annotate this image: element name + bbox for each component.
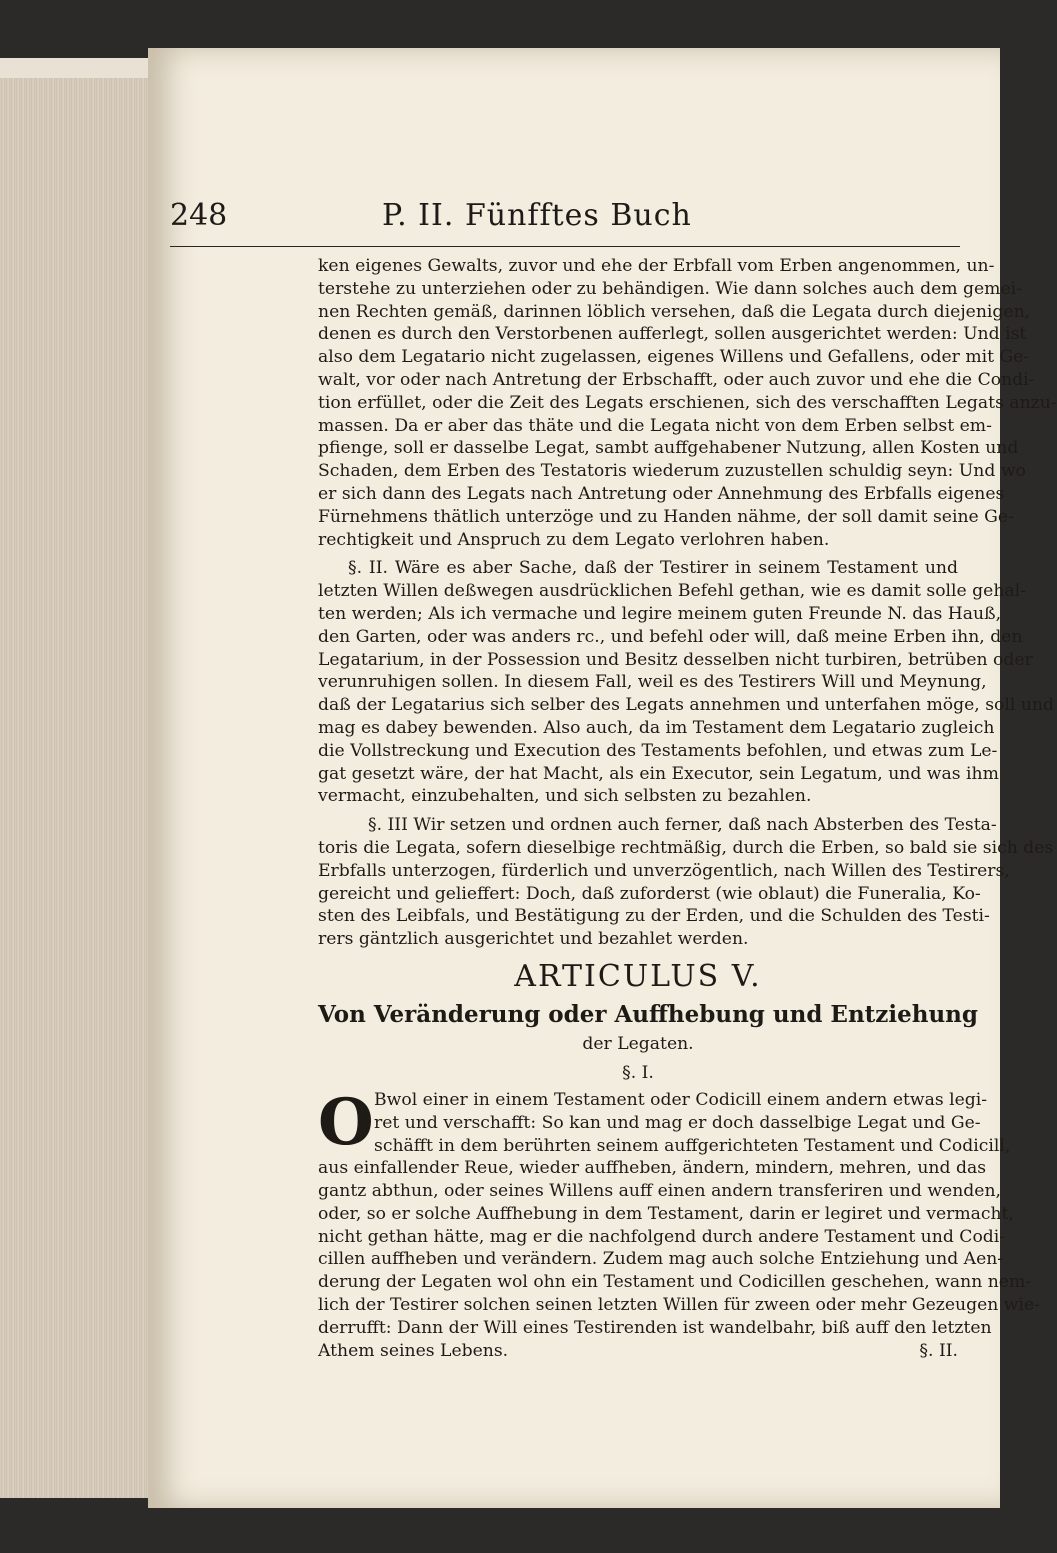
text-line: die Vollstreckung und Execution des Testaments befohlen, und etwas zum Le-	[318, 740, 998, 761]
text-line: ret und verschafft: So kan und mag er doch dasselbige Legat und Ge-	[374, 1112, 981, 1133]
text-line: nen Rechten gemäß, darinnen löblich versehen, daß die Legata durch diejenigen,	[318, 301, 1031, 322]
text-line: er sich dann des Legats nach Antretung oder Annehmung des Erbfalls eigenes	[318, 483, 1005, 504]
article-title: ARTICULUS V.	[514, 958, 762, 994]
text-line: mag es dabey bewenden. Also auch, da im Testament dem Legatario zugleich	[318, 717, 995, 738]
paragraph-2	[318, 557, 1054, 808]
text-line: sten des Leibfals, und Bestätigung zu der Erden, und die Schulden des Testi-	[318, 906, 990, 927]
text-line: §. III Wir setzen und ordnen auch ferner, daß nach Absterben des Testa-	[368, 815, 997, 836]
text-line: pfienge, soll er dasselbe Legat, sambt auffgehabener Nutzung, allen Kosten und	[318, 438, 1019, 459]
text-line: massen. Da er aber das thäte und die Legata nicht von dem Erben selbst em-	[318, 415, 992, 436]
text-line: cillen auffheben und verändern. Zudem mag auch solche Entziehung und Aen-	[318, 1249, 1004, 1270]
text-line: nicht gethan hätte, mag er die nachfolgend durch andere Testament und Codi-	[318, 1226, 1006, 1247]
catchword: §. II.	[919, 1340, 958, 1361]
article-heading: Von Veränderung oder Auffhebung und Entziehung	[318, 1000, 978, 1028]
text-line: schäfft in dem berührten seinem auffgerichteten Testament und Codicill,	[374, 1135, 1011, 1156]
text-line: gereicht und gelieffert: Doch, daß zuforderst (wie oblaut) die Funeralia, Ko-	[318, 883, 981, 904]
text-line: tion erfüllet, oder die Zeit des Legats erschienen, sich des verschafften Legats anzu-	[318, 392, 1057, 413]
text-line: lich der Testirer solchen seinen letzten Willen für zween oder mehr Gezeugen wie-	[318, 1295, 1040, 1316]
text-line: rers gäntzlich ausgerichtet und bezahlet werden.	[318, 929, 749, 950]
page-number: 248	[170, 198, 228, 233]
text-line: Legatarium, in der Possession und Besitz desselben nicht turbiren, betrüben oder	[318, 649, 1033, 670]
paragraph-4-last-line: Athem seines Lebens.	[318, 1340, 509, 1361]
text-line: derung der Legaten wol ohn ein Testament und Codicillen geschehen, wann nem-	[318, 1272, 1032, 1293]
text-line: daß der Legatarius sich selber des Legats annehmen und unterfahen möge, soll und	[318, 695, 1054, 716]
paragraph-4	[318, 1084, 1040, 1363]
article-subheading: der Legaten.	[582, 1033, 694, 1054]
running-head: P. II. Fünfftes Buch	[382, 198, 692, 233]
text-line: toris die Legata, sofern dieselbige rechtmäßig, durch die Erben, so bald sie sich des	[318, 837, 1054, 858]
text-line: Fürnehmens thätlich unterzöge und zu Handen nähme, der soll damit seine Ge-	[318, 506, 1014, 527]
page-header	[170, 198, 960, 247]
text-line: gantz abthun, oder seines Willens auff einen andern transferiren und wenden,	[318, 1181, 1001, 1202]
text-line: aus einfallender Reue, wieder auffheben, ändern, mindern, mehren, und das	[318, 1158, 987, 1179]
text-line: oder, so er solche Auffhebung in dem Testament, darin er legiret und vermacht,	[318, 1203, 1014, 1224]
text-line: vermacht, einzubehalten, und sich selbsten zu bezahlen.	[318, 786, 812, 807]
text-line: verunruhigen sollen. In diesem Fall, weil es des Testirers Will und Meynung,	[318, 672, 987, 693]
text-line: gat gesetzt wäre, der hat Macht, als ein Executor, sein Legatum, und was ihm	[318, 763, 999, 784]
text-line: derrufft: Dann der Will eines Testirenden ist wandelbahr, biß auff den letzten	[318, 1317, 992, 1338]
section-mark: §. I.	[622, 1062, 654, 1083]
text-line: walt, vor oder nach Antretung der Erbschafft, oder auch zuvor und ehe die Condi-	[318, 369, 1035, 390]
text-line: Erbfalls unterzogen, fürderlich und unverzögentlich, nach Willen des Testirers,	[318, 860, 1010, 881]
text-line: letzten Willen deßwegen ausdrücklichen Befehl gethan, wie es damit solle gehal-	[318, 581, 1026, 602]
text-line: denen es durch den Verstorbenen aufferlegt, sollen ausgerichtet werden: Und ist	[318, 324, 1027, 345]
text-line: Schaden, dem Erben des Testatoris wiederum zuzustellen schuldig seyn: Und wo	[318, 461, 1026, 482]
text-body	[318, 255, 1057, 1362]
text-line: also dem Legatario nicht zugelassen, eigenes Willens und Gefallens, oder mit Ge-	[318, 347, 1030, 368]
drop-cap: O	[318, 1084, 374, 1160]
paragraph-1	[318, 255, 1057, 551]
text-line: terstehe zu unterziehen oder zu behändigen. Wie dann solches auch dem gemei-	[318, 278, 1022, 299]
text-line: den Garten, oder was anders rc., und befehl oder will, daß meine Erben ihn, den	[318, 626, 1023, 647]
text-line: rechtigkeit und Anspruch zu dem Legato verlohren haben.	[318, 529, 830, 550]
text-line: ken eigenes Gewalts, zuvor und ehe der Erbfall vom Erben angenommen, un-	[318, 256, 995, 276]
book-page-edges	[0, 58, 172, 1498]
text-line: Bwol einer in einem Testament oder Codicill einem andern etwas legi-	[374, 1089, 988, 1110]
text-line: §. II. Wäre es aber Sache, daß der Testirer in seinem Testament und	[348, 558, 958, 579]
text-line: ten werden; Als ich vermache und legire meinem guten Freunde N. das Hauß,	[318, 603, 1002, 624]
paragraph-3	[318, 814, 1054, 951]
